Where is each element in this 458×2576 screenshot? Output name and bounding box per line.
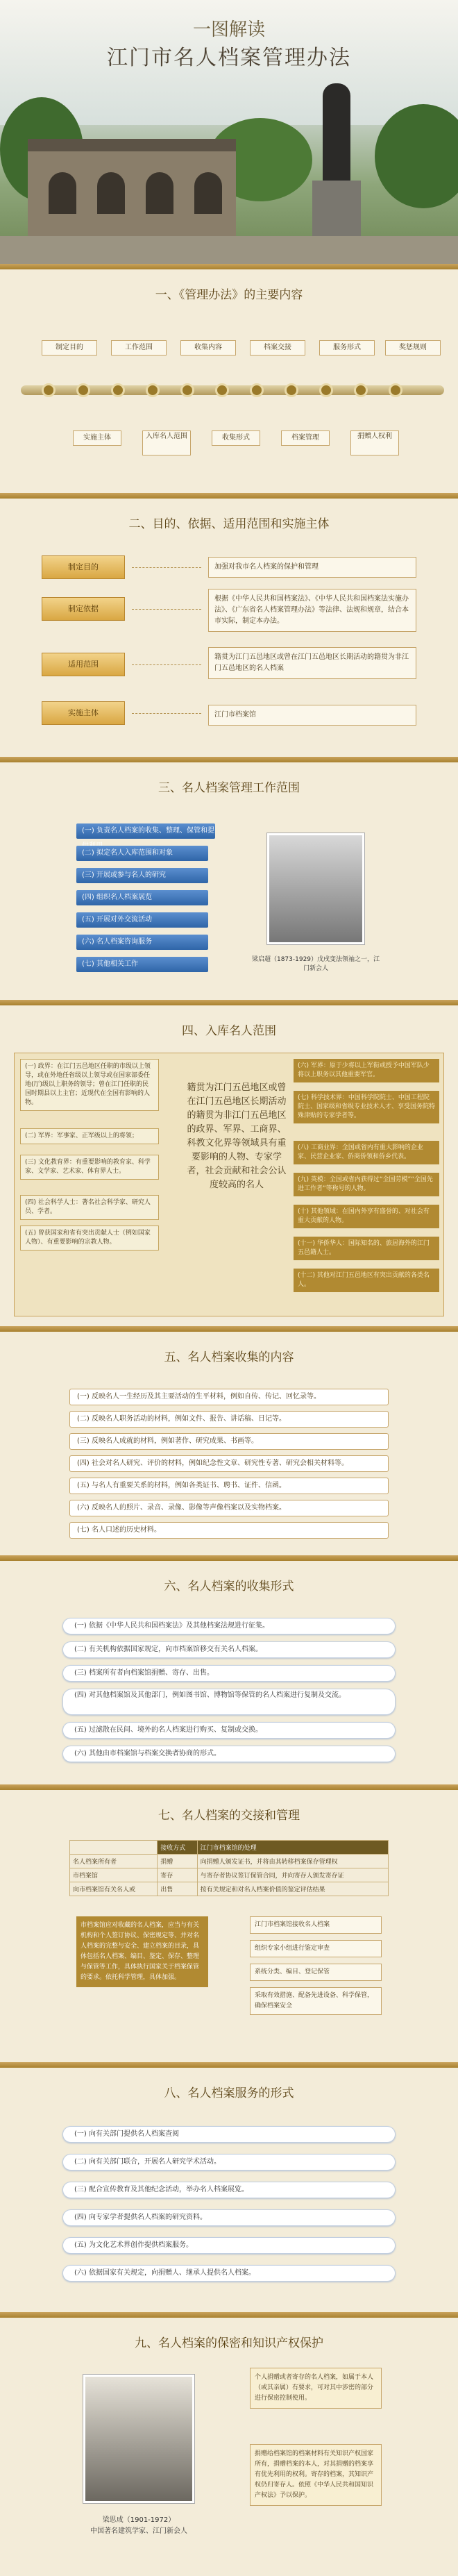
divider xyxy=(0,264,458,269)
timeline-bottom-item: 档案管理 xyxy=(281,430,330,446)
basis-text: 根据《中华人民共和国档案法》、《中华人民共和国档案法实施办法》、《广东省名人档案管理办法》等法律、法规和规章，结合本市实际，制定本办法。 xyxy=(208,589,416,632)
connector xyxy=(132,664,201,670)
form-item: (四) 对其他档案馆及其他部门，例如图书馆、博物馆等保管的名人档案进行复制及交流。 xyxy=(62,1689,396,1715)
table-cell: 名人档案所有者 xyxy=(70,1855,158,1868)
portrait-caption: 中国著名建筑学家、江门新会人 xyxy=(90,2527,187,2535)
ip-note: 捐赠给档案馆的档案材料有关知识产权国家所有，捐赠档案的本人，对其捐赠的档案享有优先利用的权利。寄存的档案，其知识产权仍归寄存人。依照《中华人民共和国知识产权法》予以保护。 xyxy=(250,2444,382,2506)
timeline-top-item: 工作范围 xyxy=(111,340,167,356)
table-header: 接收方式 xyxy=(158,1841,197,1855)
section-main-content xyxy=(0,264,458,493)
connector xyxy=(132,609,201,614)
privacy-note: 个人捐赠或者寄存的名人档案，如属于本人（或其亲属）有要求，可对其中涉密的部分进行保密控制使用。 xyxy=(250,2368,382,2409)
divider xyxy=(0,1555,458,1561)
table-cell: 寄存 xyxy=(158,1868,197,1882)
table-cell: 向市档案馆有关名人或 xyxy=(70,1882,158,1896)
timeline-dot xyxy=(42,383,56,397)
divider xyxy=(0,1784,458,1790)
window xyxy=(49,172,76,214)
portrait-caption: 梁启超（1873-1929）戊戌变法领袖之一，江门新会人 xyxy=(251,956,380,972)
table-row xyxy=(70,1882,389,1896)
header-title: 江门市名人档案管理办法 xyxy=(107,46,351,70)
section-title: 四、入库名人范围 xyxy=(182,1024,276,1038)
collection-item: (四) 社会对名人研究、评价的材料，例如纪念性文章、研究性专著、研究会相关材料等。 xyxy=(69,1455,389,1472)
range-right-item: (十) 其他领域：在国内外享有盛誉的、对社会有重大贡献的人物。 xyxy=(294,1205,439,1228)
service-item: (五) 为文化艺术界创作提供档案服务。 xyxy=(62,2237,396,2254)
section-handover xyxy=(0,1784,458,2062)
handover-step: 组织专家小组进行鉴定审查 xyxy=(250,1940,382,1957)
scope-item: (五) 开展对外交流活动 xyxy=(76,912,208,928)
timeline-bottom-item: 实施主体 xyxy=(73,430,121,446)
statue xyxy=(323,83,350,184)
portrait-photo xyxy=(267,833,364,944)
section-collection-content xyxy=(0,1326,458,1555)
range-right-item: (十二) 其他对江门五邑地区有突出贡献的各类名人。 xyxy=(294,1269,439,1292)
handover-step: 采取有效措施、配备先进设备、科学保管，确保档案安全 xyxy=(250,1987,382,2015)
subject-label: 实施主体 xyxy=(42,701,125,725)
range-left-item: (二) 军界：军事家、正军级以上的将领； xyxy=(20,1128,159,1144)
section-range xyxy=(0,1000,458,1326)
handover-step: 江门市档案馆接收名人档案 xyxy=(250,1916,382,1934)
form-item: (三) 档案所有者向档案馆捐赠、寄存、出售。 xyxy=(62,1665,396,1682)
purpose-label: 制定目的 xyxy=(42,555,125,579)
section-title: 七、名人档案的交接和管理 xyxy=(158,1809,300,1823)
collection-item: (二) 反映名人职务活动的材料，例如文件、报告、讲话稿、日记等。 xyxy=(69,1411,389,1428)
range-panel xyxy=(14,1053,444,1316)
divider xyxy=(0,493,458,499)
section-title: 二、目的、依据、适用范围和实施主体 xyxy=(128,517,330,531)
table-cell: 向捐赠人颁发证书，并将由其转移档案保存管理权 xyxy=(197,1855,388,1868)
divider xyxy=(0,2062,458,2068)
section-title: 一、《管理办法》的主要内容 xyxy=(155,288,303,302)
collection-item: (一) 反映名人一生经历及其主要活动的生平材料，例如自传、传记、回忆录等。 xyxy=(69,1389,389,1405)
form-item: (一) 依据《中华人民共和国档案法》及其他档案法规进行征集。 xyxy=(62,1618,396,1634)
divider xyxy=(0,1000,458,1005)
table-cell: 按有关规定和对名人档案价值的鉴定评估结果 xyxy=(197,1882,388,1896)
range-right-item: (六) 军界：原于少将以上军衔或授予中国军队少将以上职务以其他重要军官。 xyxy=(294,1059,439,1082)
section-purpose xyxy=(0,493,458,757)
range-left-item: (一) 政界：在江门五邑地区任职的市级以上领导，或在外地任省级以上领导或在国家部委任地(厅)级以上职务的领导；曾在江门任职的民国时期县以上主官；近现代在全国有影响的人物。 xyxy=(20,1059,159,1111)
section-service xyxy=(0,2062,458,2312)
ground xyxy=(0,236,458,264)
service-item: (四) 向专家学者提供名人档案的研究资料。 xyxy=(62,2209,396,2226)
timeline-bottom-item: 收集形式 xyxy=(212,430,260,446)
collection-item: (五) 与名人有重要关系的材料，例如各类证书、聘书、证件、信函。 xyxy=(69,1478,389,1494)
connector xyxy=(132,567,201,573)
scope-item: (四) 组织名人档案展览 xyxy=(76,890,208,905)
subject-text: 江门市档案馆 xyxy=(208,705,416,726)
purpose-text: 加强对我市名人档案的保护和管理 xyxy=(208,557,416,578)
handover-step: 系统分类、编目、登记保管 xyxy=(250,1964,382,1981)
timeline-top-item: 制定目的 xyxy=(42,340,97,356)
divider xyxy=(0,1326,458,1332)
timeline-dot xyxy=(76,383,90,397)
section-title: 八、名人档案服务的形式 xyxy=(164,2086,294,2100)
window xyxy=(146,172,173,214)
scope-item: (二) 拟定名人入库范围和对象 xyxy=(76,846,208,861)
table-row xyxy=(70,1868,389,1882)
table-cell: 出售 xyxy=(158,1882,197,1896)
service-item: (二) 向有关部门联合，开展名人研究学术活动。 xyxy=(62,2154,396,2171)
timeline-bottom-item: 捐赠人权利 xyxy=(350,430,399,455)
range-left-item: (三) 文化教育界：有重要影响的教育家、科学家、文学家、艺术家、体育界人士。 xyxy=(20,1155,159,1180)
window xyxy=(194,172,222,214)
form-item: (五) 过滤散在民间、境外的名人档案进行购买、复制或交换。 xyxy=(62,1722,396,1739)
scope-item: (六) 名人档案咨询服务 xyxy=(76,935,208,950)
range-left-item: (五) 曾获国家和省有突出贡献人士（例如国家人物）、有重要影响的宗教人物。 xyxy=(20,1226,159,1251)
timeline-dot xyxy=(215,383,229,397)
collection-item: (七) 名人口述的历史材料。 xyxy=(69,1522,389,1539)
divider xyxy=(0,2312,458,2318)
timeline-dot xyxy=(319,383,333,397)
range-right-item: (七) 科学技术界：中国科学院院士、中国工程院院士、国家级和省级专业技术人才、享受国务院特殊津贴的专家学者等。 xyxy=(294,1091,439,1123)
section-title: 六、名人档案的收集形式 xyxy=(164,1580,294,1594)
basis-label: 制定依据 xyxy=(42,597,125,621)
timeline-dot xyxy=(354,383,368,397)
section-title: 九、名人档案的保密和知识产权保护 xyxy=(135,2336,323,2350)
collection-item: (三) 反映名人成就的材料，例如著作、研究成果、书画等。 xyxy=(69,1433,389,1450)
hero-banner xyxy=(0,0,458,264)
portrait-caption: 梁思成（1901-1972） xyxy=(102,2516,176,2524)
table-cell: 与寄存者协议签订保管合同，并向寄存人颁发寄存证 xyxy=(197,1868,388,1882)
scope-label: 适用范围 xyxy=(42,653,125,676)
handover-table xyxy=(69,1840,389,1896)
timeline-dot xyxy=(111,383,125,397)
section-scope xyxy=(0,757,458,1000)
scope-text: 籍贯为江门五邑地区或曾在江门五邑地区长期活动的籍贯为非江门五邑地区的名人档案 xyxy=(208,647,416,679)
scope-item: (七) 其他相关工作 xyxy=(76,957,208,972)
collection-item: (六) 反映名人的照片、录音、录像、影像等声像档案以及实物档案。 xyxy=(69,1500,389,1516)
timeline-top-item: 奖惩规则 xyxy=(385,340,441,356)
range-left-item: (四) 社会科学人士：著名社会科学家、研究人员、学者。 xyxy=(20,1195,159,1220)
timeline-bottom-item: 入库名人范围 xyxy=(142,430,191,455)
building xyxy=(28,139,236,236)
timeline-dot xyxy=(250,383,264,397)
timeline-top-item: 收集内容 xyxy=(180,340,236,356)
timeline-top-item: 服务形式 xyxy=(319,340,375,356)
range-right-item: (十一) 华侨华人：国际知名的、旅居海外的江门五邑籍人士。 xyxy=(294,1237,439,1260)
table-cell: 市档案馆 xyxy=(70,1868,158,1882)
range-right-item: (九) 英模：全国或省内获得过“全国劳模”“全国先进工作者”等称号的人物。 xyxy=(294,1173,439,1196)
portrait-photo xyxy=(83,2375,194,2503)
handover-summary: 市档案馆应对收藏的名人档案，应当与有关机构和个人签订协议、保密规定等、并对名人档案的完整与安全、建立档案的目录，具体包括名人档案、编目、鉴定、保存、整理与保管等工作，具体执行国家关于档案保管的要求。依托科学管理，具体加强。 xyxy=(76,1916,208,1987)
timeline-dot xyxy=(389,383,402,397)
table-cell: 捐赠 xyxy=(158,1855,197,1868)
table-header: 江门市档案馆的处理 xyxy=(197,1841,388,1855)
service-item: (一) 向有关部门提供名人档案查阅 xyxy=(62,2126,396,2143)
section-title: 五、名人档案收集的内容 xyxy=(164,1350,294,1364)
timeline-dot xyxy=(180,383,194,397)
service-item: (三) 配合宣传教育及其他纪念活动，举办名人档案展览。 xyxy=(62,2182,396,2198)
header-subtitle: 一图解读 xyxy=(192,19,265,40)
form-item: (六) 其他由市档案馆与档案交换者协商的形式。 xyxy=(62,1746,396,1762)
divider xyxy=(0,757,458,762)
scope-item: (三) 开展或参与名人的研究 xyxy=(76,868,208,883)
range-center-text: 籍贯为江门五邑地区或曾在江门五邑地区长期活动的籍贯为非江门五邑地区的政界、军界、工商界、科教文化界等领域具有重要影响的人物、专家学者，社会贡献和社会公认度较高的名人 xyxy=(187,1082,287,1190)
section-collection-form xyxy=(0,1555,458,1784)
connector xyxy=(132,713,201,719)
timeline-dot xyxy=(146,383,160,397)
section-title: 三、名人档案管理工作范围 xyxy=(158,781,300,795)
form-item: (二) 有关机构依据国家规定，向市档案馆移交有关名人档案。 xyxy=(62,1641,396,1658)
window xyxy=(97,172,125,214)
range-right-item: (八) 工商业界：全国或省内有重大影响的企业家、民营企业家、侨商侨领和侨乡代表。 xyxy=(294,1141,439,1164)
scope-item: (一) 负责名人档案的收集、整理、保管和提 xyxy=(76,823,215,839)
timeline-top-item: 档案交接 xyxy=(250,340,305,356)
service-item: (六) 依据国家有关规定，向捐赠人、继承人提供名人档案。 xyxy=(62,2265,396,2282)
timeline-dot xyxy=(285,383,298,397)
table-corner xyxy=(70,1841,158,1855)
table-row xyxy=(70,1855,389,1868)
section-privacy xyxy=(0,2312,458,2576)
